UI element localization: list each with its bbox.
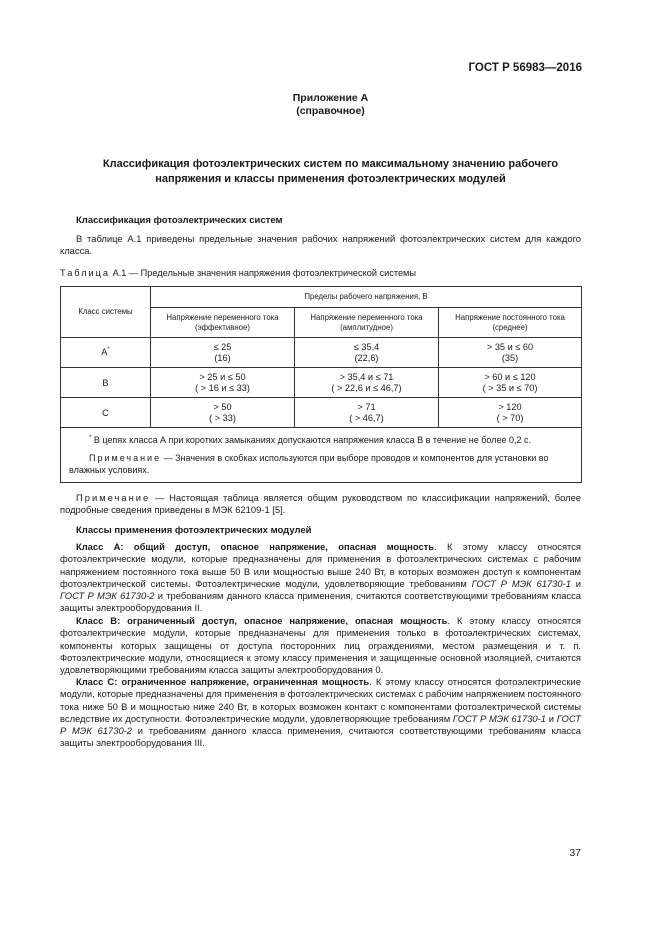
table-row [61, 398, 582, 428]
header-ac-amplitude: Напряжение переменного тока (амплитудное) [295, 308, 439, 338]
class-b-paragraph: Класс В: ограниченный доступ, опасное напряжение, опасная мощность. К этому классу относятся фотоэлектрические модули, которые предназначены для применения только в фотоэлектрических системах, компоненты которых защищены от доступа посторонних лиц ограждениями, местом размещения и т. п. Фотоэлектрические модули, относящиеся к этому классу применения и защищенные основной изоляцией, считаются удовлетворяющими требованиям класса защиты электрооборудования 0. [60, 615, 581, 676]
section-heading-classification: Классификация фотоэлектрических систем [76, 215, 283, 226]
cell-class: A* [61, 338, 151, 368]
main-title: Классификация фотоэлектрических систем по максимальному значению рабочего напряжения и классы применения фотоэлектрических модулей [102, 158, 559, 185]
cell-class: B [61, 368, 151, 398]
header-dc-average: Напряжение постоянного тока (среднее) [439, 308, 582, 338]
class-a-paragraph: Класс А: общий доступ, опасное напряжение, опасная мощность. К этому классу относятся фотоэлектрические модули, которые предназначены для применения в фотоэлектрических системах с рабочим напряжением постоянного тока выше 50 В или мощностью выше 240 Вт, в которых возможен доступ к компонентам фотоэлектрической системы. Фотоэлектрические модули, удовлетворяющие требованиям ГОСТ Р МЭК 61730-1 и ГОСТ Р МЭК 61730-2 и требованиям данного класса применения, считаются соответствующими требованиям класса защиты электрооборудования II. [60, 541, 582, 614]
header-ac-effective: Напряжение переменного тока (эффективное) [151, 308, 295, 338]
voltage-limits-table [60, 286, 582, 483]
table-caption-text: А.1 — Предельные значения напряжения фотоэлектрической системы [112, 268, 416, 278]
table-note: Примечание — Значения в скобках используются при выборе проводов и компонентов для установки во влажных условиях. [69, 453, 549, 475]
cell-value: > 25 и ≤ 50 ( > 16 и ≤ 33) [151, 368, 295, 398]
cell-value: > 35 и ≤ 60 (35) [439, 338, 582, 368]
section-heading-application-classes: Классы применения фотоэлектрических модулей [76, 525, 312, 536]
table-caption [60, 268, 416, 278]
header-class: Класс системы [61, 287, 151, 338]
page-number: 37 [569, 847, 581, 859]
standard-code: ГОСТ Р 56983—2016 [468, 62, 582, 74]
table-footnote: * В цепях класса А при коротких замыканиях допускаются напряжения класса В в течение не более 0,2 с. [89, 435, 531, 445]
header-voltage-limits: Пределы рабочего напряжения, В [151, 287, 582, 308]
general-note: Примечание — Настоящая таблица является общим руководством по классификации напряжений, более подробные сведения приведены в МЭК 62109-1 [5]. [60, 492, 581, 516]
table-row [61, 338, 582, 368]
cell-value: > 120 ( > 70) [439, 398, 582, 428]
cell-value: ≤ 35,4 (22,6) [295, 338, 439, 368]
cell-value: > 60 и ≤ 120 ( > 35 и ≤ 70) [439, 368, 582, 398]
cell-class: C [61, 398, 151, 428]
table-caption-label: Таблица [60, 268, 111, 278]
cell-value: > 50 ( > 33) [151, 398, 295, 428]
section-paragraph-intro [60, 233, 581, 258]
intro-text: В таблице А.1 приведены предельные значения рабочих напряжений фотоэлектрических систем для каждого класса. [60, 233, 581, 257]
cell-value: > 35,4 и ≤ 71 ( > 22,6 и ≤ 46,7) [295, 368, 439, 398]
annex-title: Приложение А [292, 92, 369, 104]
footnote-marker: * [107, 347, 110, 354]
cell-value: ≤ 25 (16) [151, 338, 295, 368]
table-row [61, 368, 582, 398]
class-c-paragraph: Класс С: ограниченное напряжение, ограниченная мощность. К этому классу относятся фотоэлектрические модули, которые предназначены для применения в фотоэлектрических системах с рабочим напряжением постоянного тока ниже 50 В и мощностью ниже 240 Вт, в которых возможен контакт с компонентами фотоэлектрической системы вследствие их доступности. Фотоэлектрические модули, удовлетворяющие требованиям ГОСТ Р МЭК 61730-1 и ГОСТ Р МЭК 61730-2 и требованиям данного класса применения, считаются соответствующими требованиям класса защиты электрооборудования III. [60, 676, 581, 749]
cell-value: > 71 ( > 46,7) [295, 398, 439, 428]
table-footnotes [61, 428, 582, 483]
annex-subtitle: (справочное) [296, 105, 365, 117]
